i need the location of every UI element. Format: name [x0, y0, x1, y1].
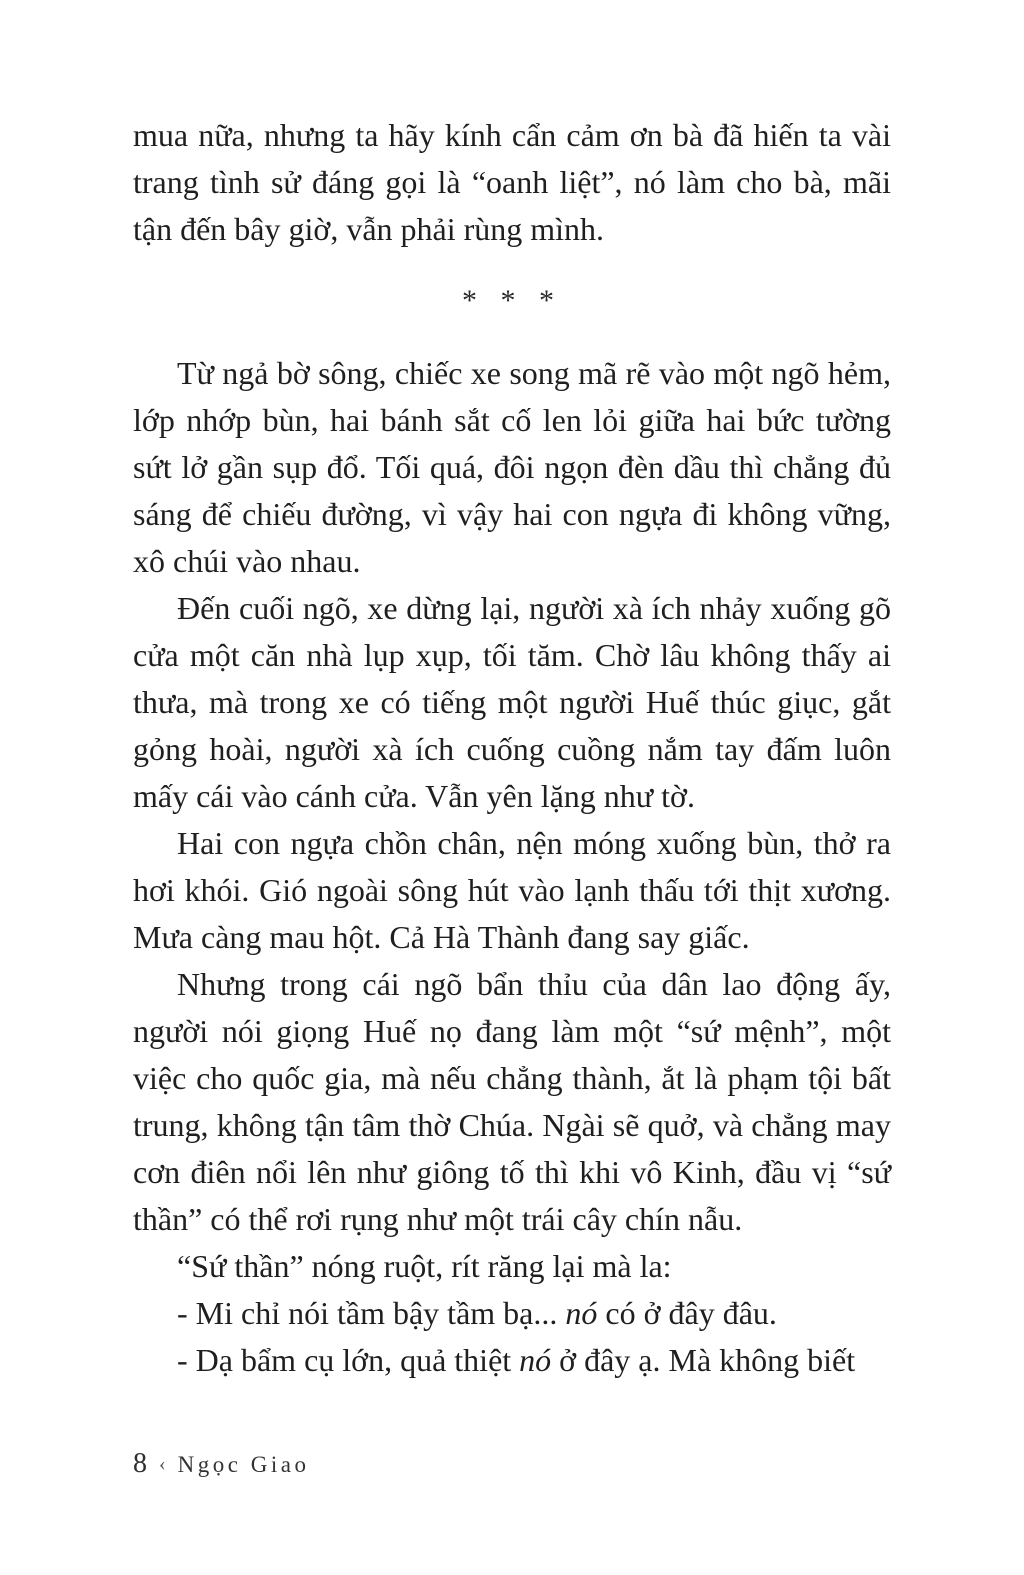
paragraph: “Sứ thần” nóng ruột, rít răng lại mà la:: [177, 1248, 672, 1284]
dialogue-emphasis: nó: [519, 1342, 552, 1378]
page-number: 8: [133, 1448, 147, 1479]
author-name: Ngọc Giao: [177, 1452, 310, 1477]
paragraph: Đến cuối ngõ, xe dừng lại, người xà ích nhảy xuống gõ cửa một căn nhà lụp xụp, tối tăm. Chờ lâu không thấy ai thưa, mà trong xe có tiếng một người Huế thúc giục, gắt gỏng hoài, người xà ích cuống cuồng nắm tay đấm luôn mấy cái vào cánh cửa. Vẫn yên lặng như tờ.: [133, 590, 891, 814]
paragraph: Nhưng trong cái ngõ bẩn thỉu của dân lao động ấy, người nói giọng Huế nọ đang làm một “sứ mệnh”, một việc cho quốc gia, mà nếu chẳng thành, ắt là phạm tội bất trung, không tận tâm thờ Chúa. Ngài sẽ quở, và chẳng may cơn điên nổi lên như giông tố thì khi vô Kinh, đầu vị “sứ thần” có thể rơi rụng như một trái cây chín nẫu.: [133, 966, 891, 1237]
paragraph: Hai con ngựa chồn chân, nện móng xuống bùn, thở ra hơi khói. Gió ngoài sông hút vào lạnh thấu tới thịt xương. Mưa càng mau hột. Cả Hà Thành đang say giấc.: [133, 825, 891, 955]
dialogue-line: [133, 1337, 891, 1384]
section-divider: * * *: [462, 284, 562, 317]
page-text-block: [133, 112, 891, 1384]
page-footer: [133, 1448, 891, 1480]
paragraph-continuation: mua nữa, nhưng ta hãy kính cẩn cảm ơn bà đã hiến ta vài trang tình sử đáng gọi là “oanh liệt”, nó làm cho bà, mãi tận đến bây giờ, vẫn phải rùng mình.: [133, 117, 891, 247]
dialogue-text: ở đây ạ. Mà không biết: [551, 1342, 856, 1378]
footer-separator-icon: ‹: [159, 1453, 166, 1475]
dialogue-emphasis: nó: [565, 1295, 598, 1331]
paragraph: Từ ngả bờ sông, chiếc xe song mã rẽ vào một ngõ hẻm, lớp nhớp bùn, hai bánh sắt cố len lỏi giữa hai bức tường sứt lở gần sụp đổ. Tối quá, đôi ngọn đèn dầu thì chẳng đủ sáng để chiếu đường, vì vậy hai con ngựa đi không vững, xô chúi vào nhau.: [133, 355, 891, 579]
dialogue-text: có ở đây đâu.: [597, 1295, 777, 1331]
dialogue-text: - Dạ bẩm cụ lớn, quả thiệt: [177, 1342, 520, 1378]
dialogue-line: [133, 1290, 891, 1337]
dialogue-text: - Mi chỉ nói tầm bậy tầm bạ...: [177, 1295, 566, 1331]
